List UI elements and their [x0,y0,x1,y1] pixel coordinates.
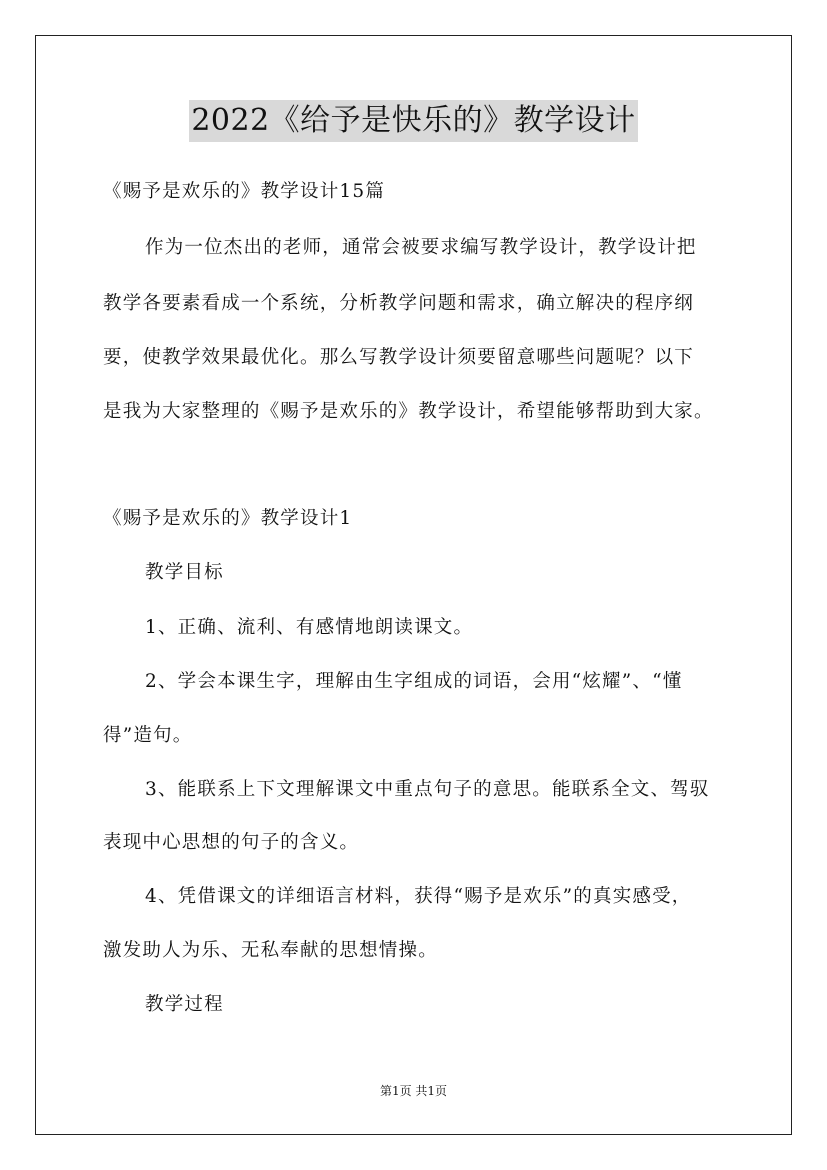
subsection-heading: 教学目标 [145,562,224,583]
paragraph-line: 是我为大家整理的《赐予是欢乐的》教学设计，希望能够帮助到大家。 [103,401,714,422]
list-item: 4、凭借课文的详细语言材料，获得“赐予是欢乐”的真实感受， [145,886,692,907]
section-heading: 《赐予是欢乐的》教学设计1 [103,508,353,529]
list-item-continuation: 表现中心思想的句子的含义。 [103,832,360,853]
paragraph-line: 作为一位杰出的老师，通常会被要求编写教学设计，教学设计把 [145,237,697,258]
list-item-continuation: 激发助人为乐、无私奉献的思想情操。 [103,940,438,961]
list-item: 1、正确、流利、有感情地朗读课文。 [145,617,474,638]
list-item: 2、学会本课生字，理解由生字组成的词语，会用“炫耀”、“懂 [145,671,683,692]
list-item-continuation: 得”造句。 [103,725,193,746]
subsection-heading: 教学过程 [145,994,224,1015]
title-wrap [0,100,827,142]
document-title: 2022《给予是快乐的》教学设计 [189,100,637,142]
list-item: 3、能联系上下文理解课文中重点句子的意思。能联系全文、驾驭 [145,779,710,800]
paragraph-line: 要，使教学效果最优化。那么写教学设计须要留意哪些问题呢？以下 [103,347,695,368]
paragraph-line: 教学各要素看成一个系统，分析教学问题和需求，确立解决的程序纲 [103,293,695,314]
page-footer: 第1页 共1页 [379,1084,448,1098]
subtitle-line: 《赐予是欢乐的》教学设计15篇 [103,181,386,202]
